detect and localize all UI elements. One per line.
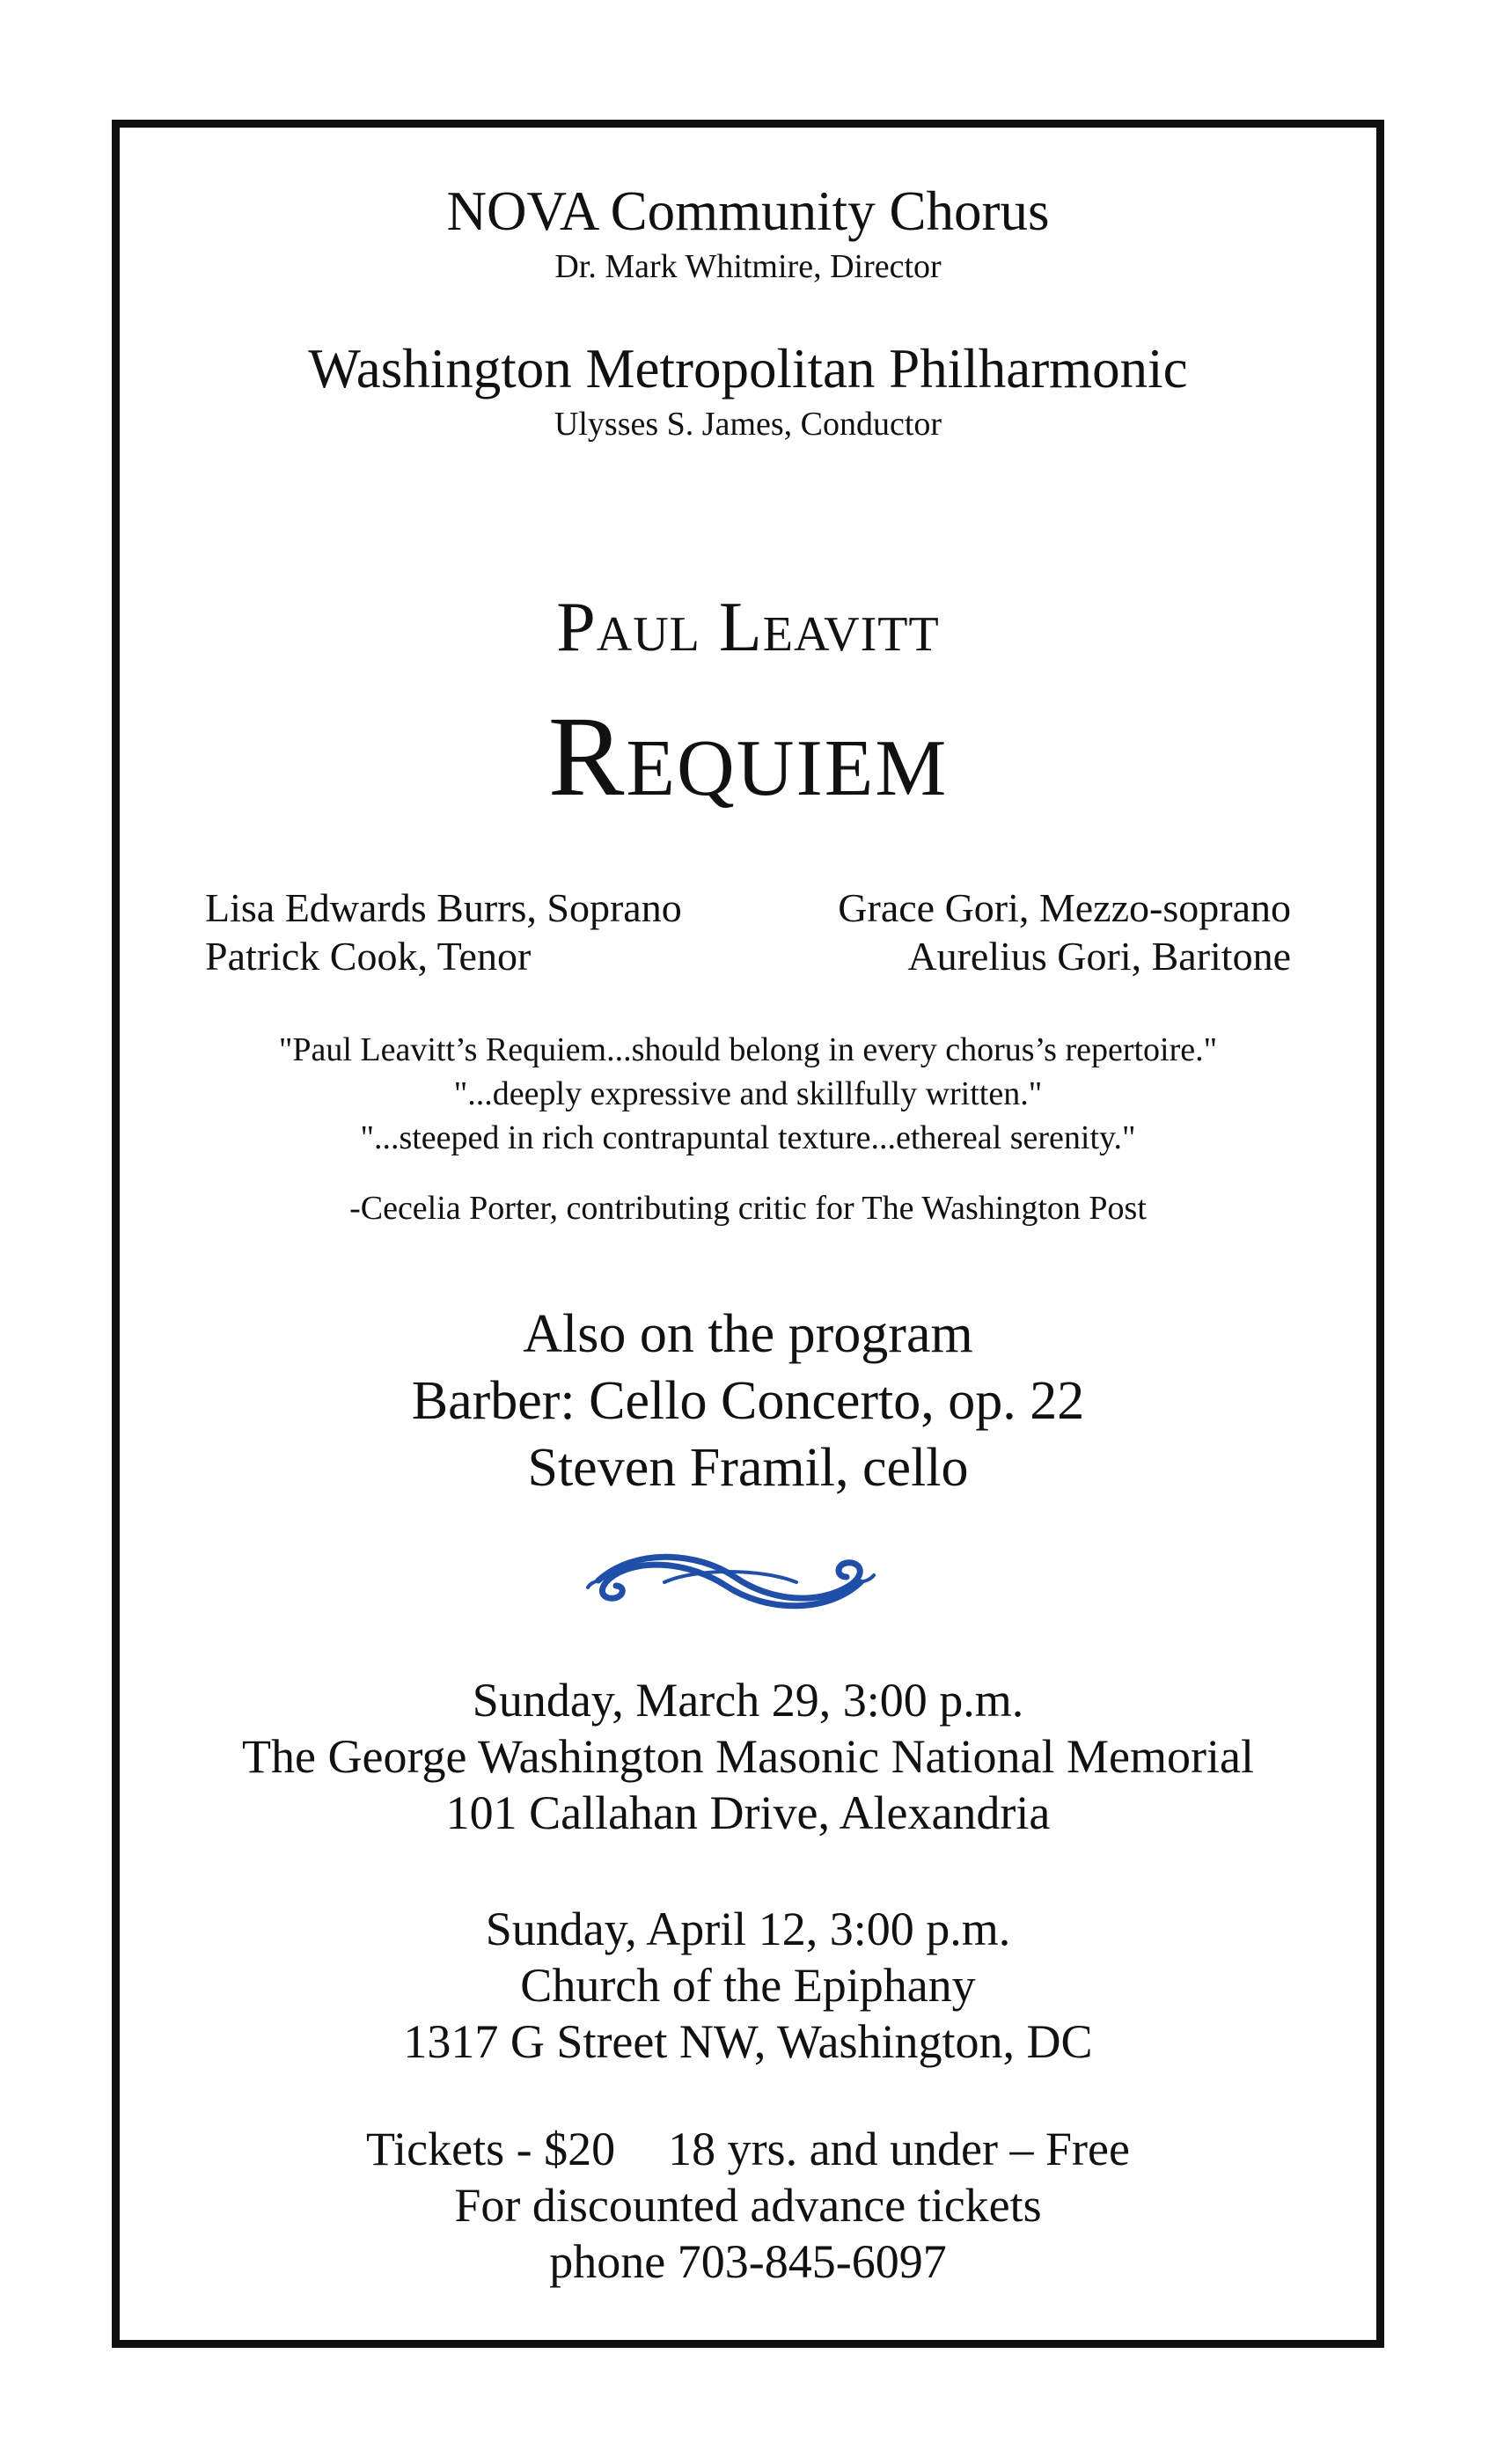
review-quote: "...deeply expressive and skillfully written." (453, 1075, 1043, 1112)
event-1-venue: The George Washington Masonic National Memorial (242, 1730, 1254, 1783)
advance-ticket-note: For discounted advance tickets (454, 2179, 1042, 2232)
program-piece: Barber: Cello Concerto, op. 22 (411, 1371, 1085, 1431)
event-2-venue: Church of the Epiphany (520, 1959, 976, 2012)
soloist-baritone: Aurelius Gori, Baritone (907, 934, 1291, 979)
chorus-name: NOVA Community Chorus (446, 180, 1050, 242)
review-attribution: -Cecelia Porter, contributing critic for The Washington Post (349, 1190, 1147, 1227)
flourish-tail-left (588, 1580, 598, 1588)
event-1-address: 101 Callahan Drive, Alexandria (445, 1786, 1051, 1839)
program-soloist: Steven Framil, cello (527, 1438, 969, 1498)
orchestra-conductor: Ulysses S. James, Conductor (554, 406, 942, 443)
soloist-mezzo: Grace Gori, Mezzo-soprano (838, 885, 1291, 930)
ticket-price: Tickets - $20 (366, 2123, 616, 2175)
flourish-tail-right (861, 1575, 874, 1582)
work-title: Requiem (547, 693, 949, 820)
soloist-soprano: Lisa Edwards Burrs, Soprano (205, 885, 682, 930)
ticket-prices (0, 2121, 1496, 2177)
soloist-tenor: Patrick Cook, Tenor (205, 934, 532, 979)
orchestra-name: Washington Metropolitan Philharmonic (308, 338, 1188, 400)
review-quote: "Paul Leavitt’s Requiem...should belong in every chorus’s repertoire." (278, 1031, 1218, 1068)
event-1-date: Sunday, March 29, 3:00 p.m. (472, 1674, 1024, 1727)
flourish-strokes (588, 1557, 874, 1606)
event-2-address: 1317 G Street NW, Washington, DC (403, 2015, 1093, 2068)
program-heading: Also on the program (523, 1304, 973, 1364)
ticket-phone: phone 703-845-6097 (549, 2235, 947, 2288)
composer-title: Paul Leavitt (556, 589, 940, 666)
flourish-icon (581, 1542, 880, 1621)
chorus-director: Dr. Mark Whitmire, Director (554, 248, 942, 285)
event-2-date: Sunday, April 12, 3:00 p.m. (485, 1903, 1011, 1955)
review-quote: "...steeped in rich contrapuntal texture...ethereal serenity." (360, 1119, 1136, 1156)
ticket-youth: 18 yrs. and under – Free (668, 2123, 1130, 2175)
